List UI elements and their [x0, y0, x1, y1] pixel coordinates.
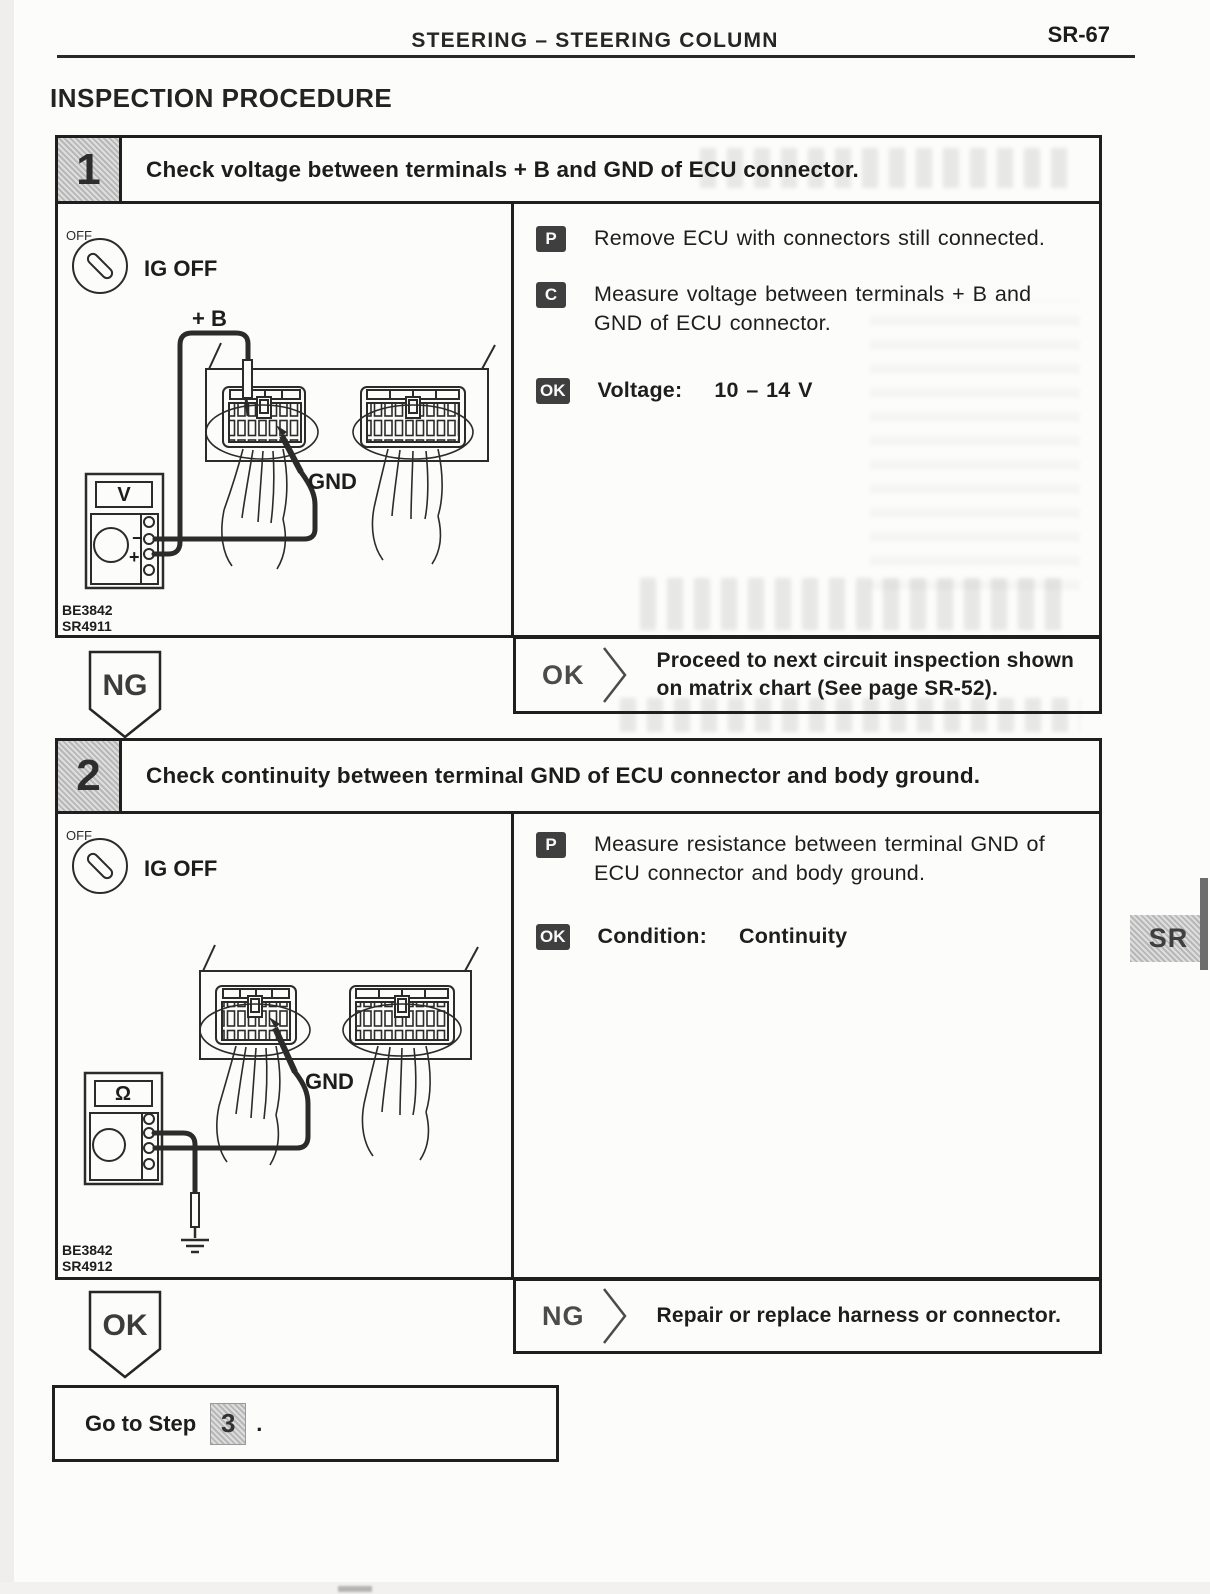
instruction-row	[536, 830, 1075, 888]
step-1-instructions	[514, 204, 1099, 635]
section-side-tab: SR	[1130, 915, 1207, 962]
section-title: INSPECTION PROCEDURE	[50, 83, 393, 113]
step-1-box	[55, 135, 1102, 638]
figure-code-top: BE3842	[62, 602, 113, 618]
step-2-diagram	[58, 814, 514, 1277]
result-label: NG	[542, 1300, 585, 1331]
goto-period: .	[256, 1410, 263, 1436]
spec-value: Continuity	[738, 924, 848, 949]
ignition-off-label: OFF	[66, 828, 92, 843]
ok-tag: OK	[536, 924, 570, 950]
goto-step-box	[52, 1385, 559, 1462]
scan-smudge	[338, 1586, 372, 1592]
ignition-off-icon	[73, 239, 127, 293]
instruction-row	[536, 922, 1075, 951]
step-1-number: 1	[58, 138, 122, 201]
ground-label: GND	[305, 1069, 354, 1094]
step-2-box	[55, 738, 1102, 1280]
flag-label: OK	[102, 1309, 148, 1342]
spec-text	[598, 376, 813, 405]
figure-code-bottom: SR4911	[62, 618, 112, 634]
ok-result-band	[513, 636, 1102, 714]
step-2-title	[122, 741, 1099, 811]
flag-label: NG	[102, 669, 148, 702]
scan-edge-bottom	[0, 1582, 1210, 1594]
spec-value: 10 – 14 V	[714, 378, 813, 403]
ecu-connector-left	[206, 387, 318, 459]
prepare-tag: P	[536, 226, 566, 252]
figure-code-bottom: SR4912	[62, 1258, 113, 1274]
ecu-connector-right	[343, 986, 461, 1056]
voltmeter-minus-label: −	[132, 528, 143, 548]
step-2-title-text: Check continuity between terminal GND of ECU connector and body ground.	[146, 763, 981, 789]
result-text: Repair or replace harness or connector.	[656, 1303, 1062, 1327]
ignition-state-label: IG OFF	[144, 256, 218, 281]
step-1-header	[58, 138, 1099, 204]
chevron-right-icon	[601, 1286, 631, 1346]
prepare-tag: P	[536, 832, 566, 858]
instruction-text: Measure resistance between terminal GND of ECU connector and body ground.	[594, 832, 1045, 886]
ok-tag: OK	[536, 378, 570, 404]
step-1-diagram	[58, 204, 514, 635]
terminal-b-label: + B	[192, 306, 227, 331]
voltmeter-plus-label: +	[129, 547, 140, 567]
ok-flag	[88, 1290, 162, 1380]
goto-text: Go to Step	[85, 1410, 197, 1436]
scan-edge-right	[1200, 878, 1208, 970]
page-number: SR-67	[1047, 22, 1110, 47]
header-rule	[57, 55, 1135, 58]
step-1-title	[122, 138, 1099, 201]
result-label: OK	[542, 659, 585, 690]
step-1-title-text: Check voltage between terminals + B and GND of ECU connector.	[146, 156, 859, 182]
page-header-title: STEERING – STEERING COLUMN	[411, 29, 779, 52]
result-text: Proceed to next circuit inspection shown on matrix chart (See page SR-52).	[656, 648, 1075, 700]
figure-code-top: BE3842	[62, 1242, 113, 1258]
ground-label: GND	[308, 469, 357, 494]
goto-step-number: 3	[210, 1403, 246, 1445]
wire-harness	[222, 449, 442, 569]
spec-label: Condition:	[597, 924, 707, 949]
ecu-connector-left	[200, 986, 310, 1056]
step-2-instructions	[514, 814, 1099, 1277]
spec-label: Voltage:	[597, 378, 683, 403]
check-tag: C	[536, 282, 566, 308]
instruction-row	[536, 224, 1075, 253]
chevron-right-icon	[601, 645, 631, 705]
ignition-off-label: OFF	[66, 228, 92, 243]
spec-text	[598, 922, 848, 951]
scan-edge-left	[0, 0, 14, 1594]
ignition-off-icon	[73, 839, 127, 893]
ohmmeter-display-label: Ω	[114, 1083, 132, 1105]
step-2-number: 2	[58, 741, 122, 811]
instruction-text: Measure voltage between terminals + B and GND of ECU connector.	[594, 282, 1032, 336]
positive-probe	[154, 333, 252, 554]
instruction-row	[536, 280, 1075, 338]
step-2-header	[58, 741, 1099, 814]
ng-flag	[88, 650, 162, 740]
ng-result-band	[513, 1278, 1102, 1354]
instruction-row	[536, 376, 1075, 405]
ignition-state-label: IG OFF	[144, 856, 218, 881]
instruction-text: Remove ECU with connectors still connected.	[594, 226, 1046, 250]
voltmeter-display-label: V	[117, 484, 131, 506]
ecu-connector-right	[353, 387, 473, 459]
